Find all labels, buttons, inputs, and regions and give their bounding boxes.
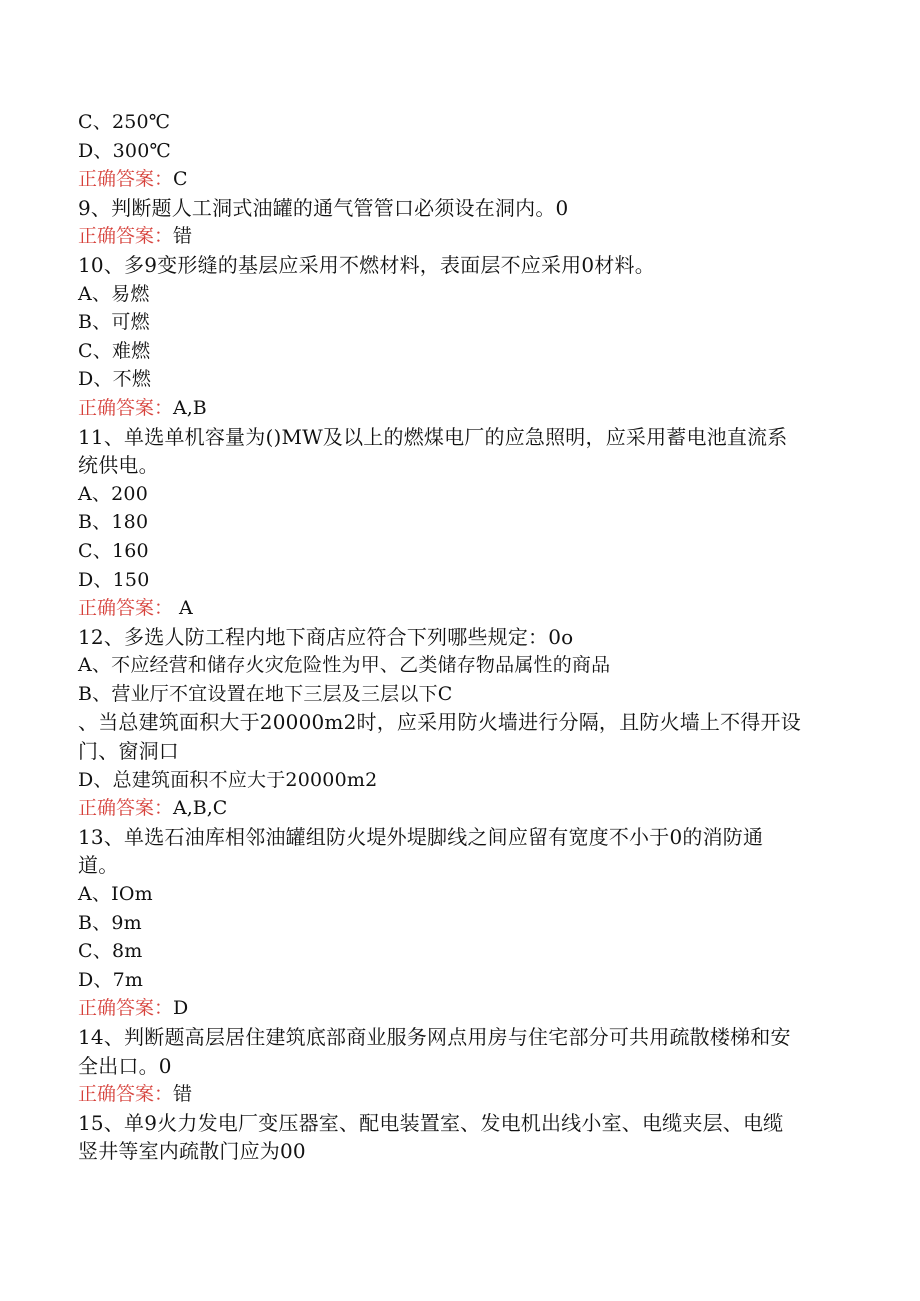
answer-label: 正确答案： [78, 997, 174, 1020]
answer-label: 正确答案： [78, 597, 174, 620]
answer-value: C [173, 168, 188, 191]
option-c: C、250℃ [78, 111, 171, 133]
answer-line [78, 165, 838, 194]
answer-line [78, 994, 838, 1023]
option-d: D、7m [78, 968, 144, 991]
answer-label: 正确答案： [78, 225, 174, 248]
option-c: 、当总建筑面积大于20000m2时，应采用防火墙进行分隔，且防火墙上不得开设 [78, 710, 801, 735]
answer-label: 正确答案： [78, 168, 174, 191]
answer-line [78, 222, 838, 251]
question-14-continued: 全出口。0 [78, 1053, 172, 1078]
answer-line [78, 594, 838, 623]
option-a: A、200 [78, 482, 148, 505]
option-c-continued: 门、窗洞口 [78, 739, 179, 764]
question-14: 14、判断题高层居住建筑底部商业服务网点用房与住宅部分可共用疏散楼梯和安 [78, 1025, 791, 1049]
option-b: B、可燃 [78, 311, 150, 334]
option-b: B、营业厅不宜设置在地下三层及三层以下C [78, 682, 453, 705]
document-page [78, 108, 838, 1166]
option-a: A、易燃 [78, 282, 150, 305]
option-d: D、不燃 [78, 368, 152, 391]
option-c: C、160 [78, 539, 149, 562]
question-15-continued: 竖井等室内疏散门应为00 [78, 1139, 306, 1164]
answer-value: 错 [173, 1083, 193, 1106]
option-a: A、不应经营和储存火灾危险性为甲、乙类储存物品属性的商品 [78, 654, 611, 677]
question-11: 11、单选单机容量为()MW及以上的燃煤电厂的应急照明，应采用蓄电池直流系 [78, 424, 788, 449]
answer-line [78, 794, 838, 823]
answer-value: 错 [173, 225, 193, 248]
question-10: 10、多9变形缝的基层应采用不燃材料，表面层不应采用0材料。 [78, 252, 655, 277]
option-c: C、8m [78, 940, 143, 963]
option-d: D、300℃ [78, 139, 171, 162]
question-13-continued: 道。 [78, 853, 119, 878]
answer-line [78, 394, 838, 423]
answer-label: 正确答案： [78, 396, 174, 419]
option-b: B、180 [78, 511, 149, 534]
option-d: D、总建筑面积不应大于20000m2 [78, 768, 378, 791]
question-15: 15、单9火力发电厂变压器室、配电装置室、发电机出线小室、电缆夹层、电缆 [78, 1110, 784, 1135]
option-b: B、9m [78, 911, 142, 934]
question-11-continued: 统供电。 [78, 453, 159, 478]
question-9: 9、判断题人工洞式油罐的通气管管口必须设在洞内。0 [78, 195, 569, 220]
answer-value: D [173, 997, 189, 1020]
question-13: 13、单选石油库相邻油罐组防火堤外堤脚线之间应留有宽度不小于0的消防通 [78, 824, 764, 849]
question-12: 12、多选人防工程内地下商店应符合下列哪些规定：0o [78, 624, 574, 649]
answer-label: 正确答案： [78, 1083, 174, 1106]
answer-line [78, 1080, 838, 1109]
option-c: C、难燃 [78, 339, 151, 362]
option-d: D、150 [78, 568, 150, 591]
answer-value: A,B,C [173, 797, 228, 820]
answer-value: A,B [173, 396, 207, 419]
answer-value: A [173, 597, 193, 620]
option-a: A、IOm [78, 883, 153, 906]
answer-label: 正确答案： [78, 797, 174, 820]
